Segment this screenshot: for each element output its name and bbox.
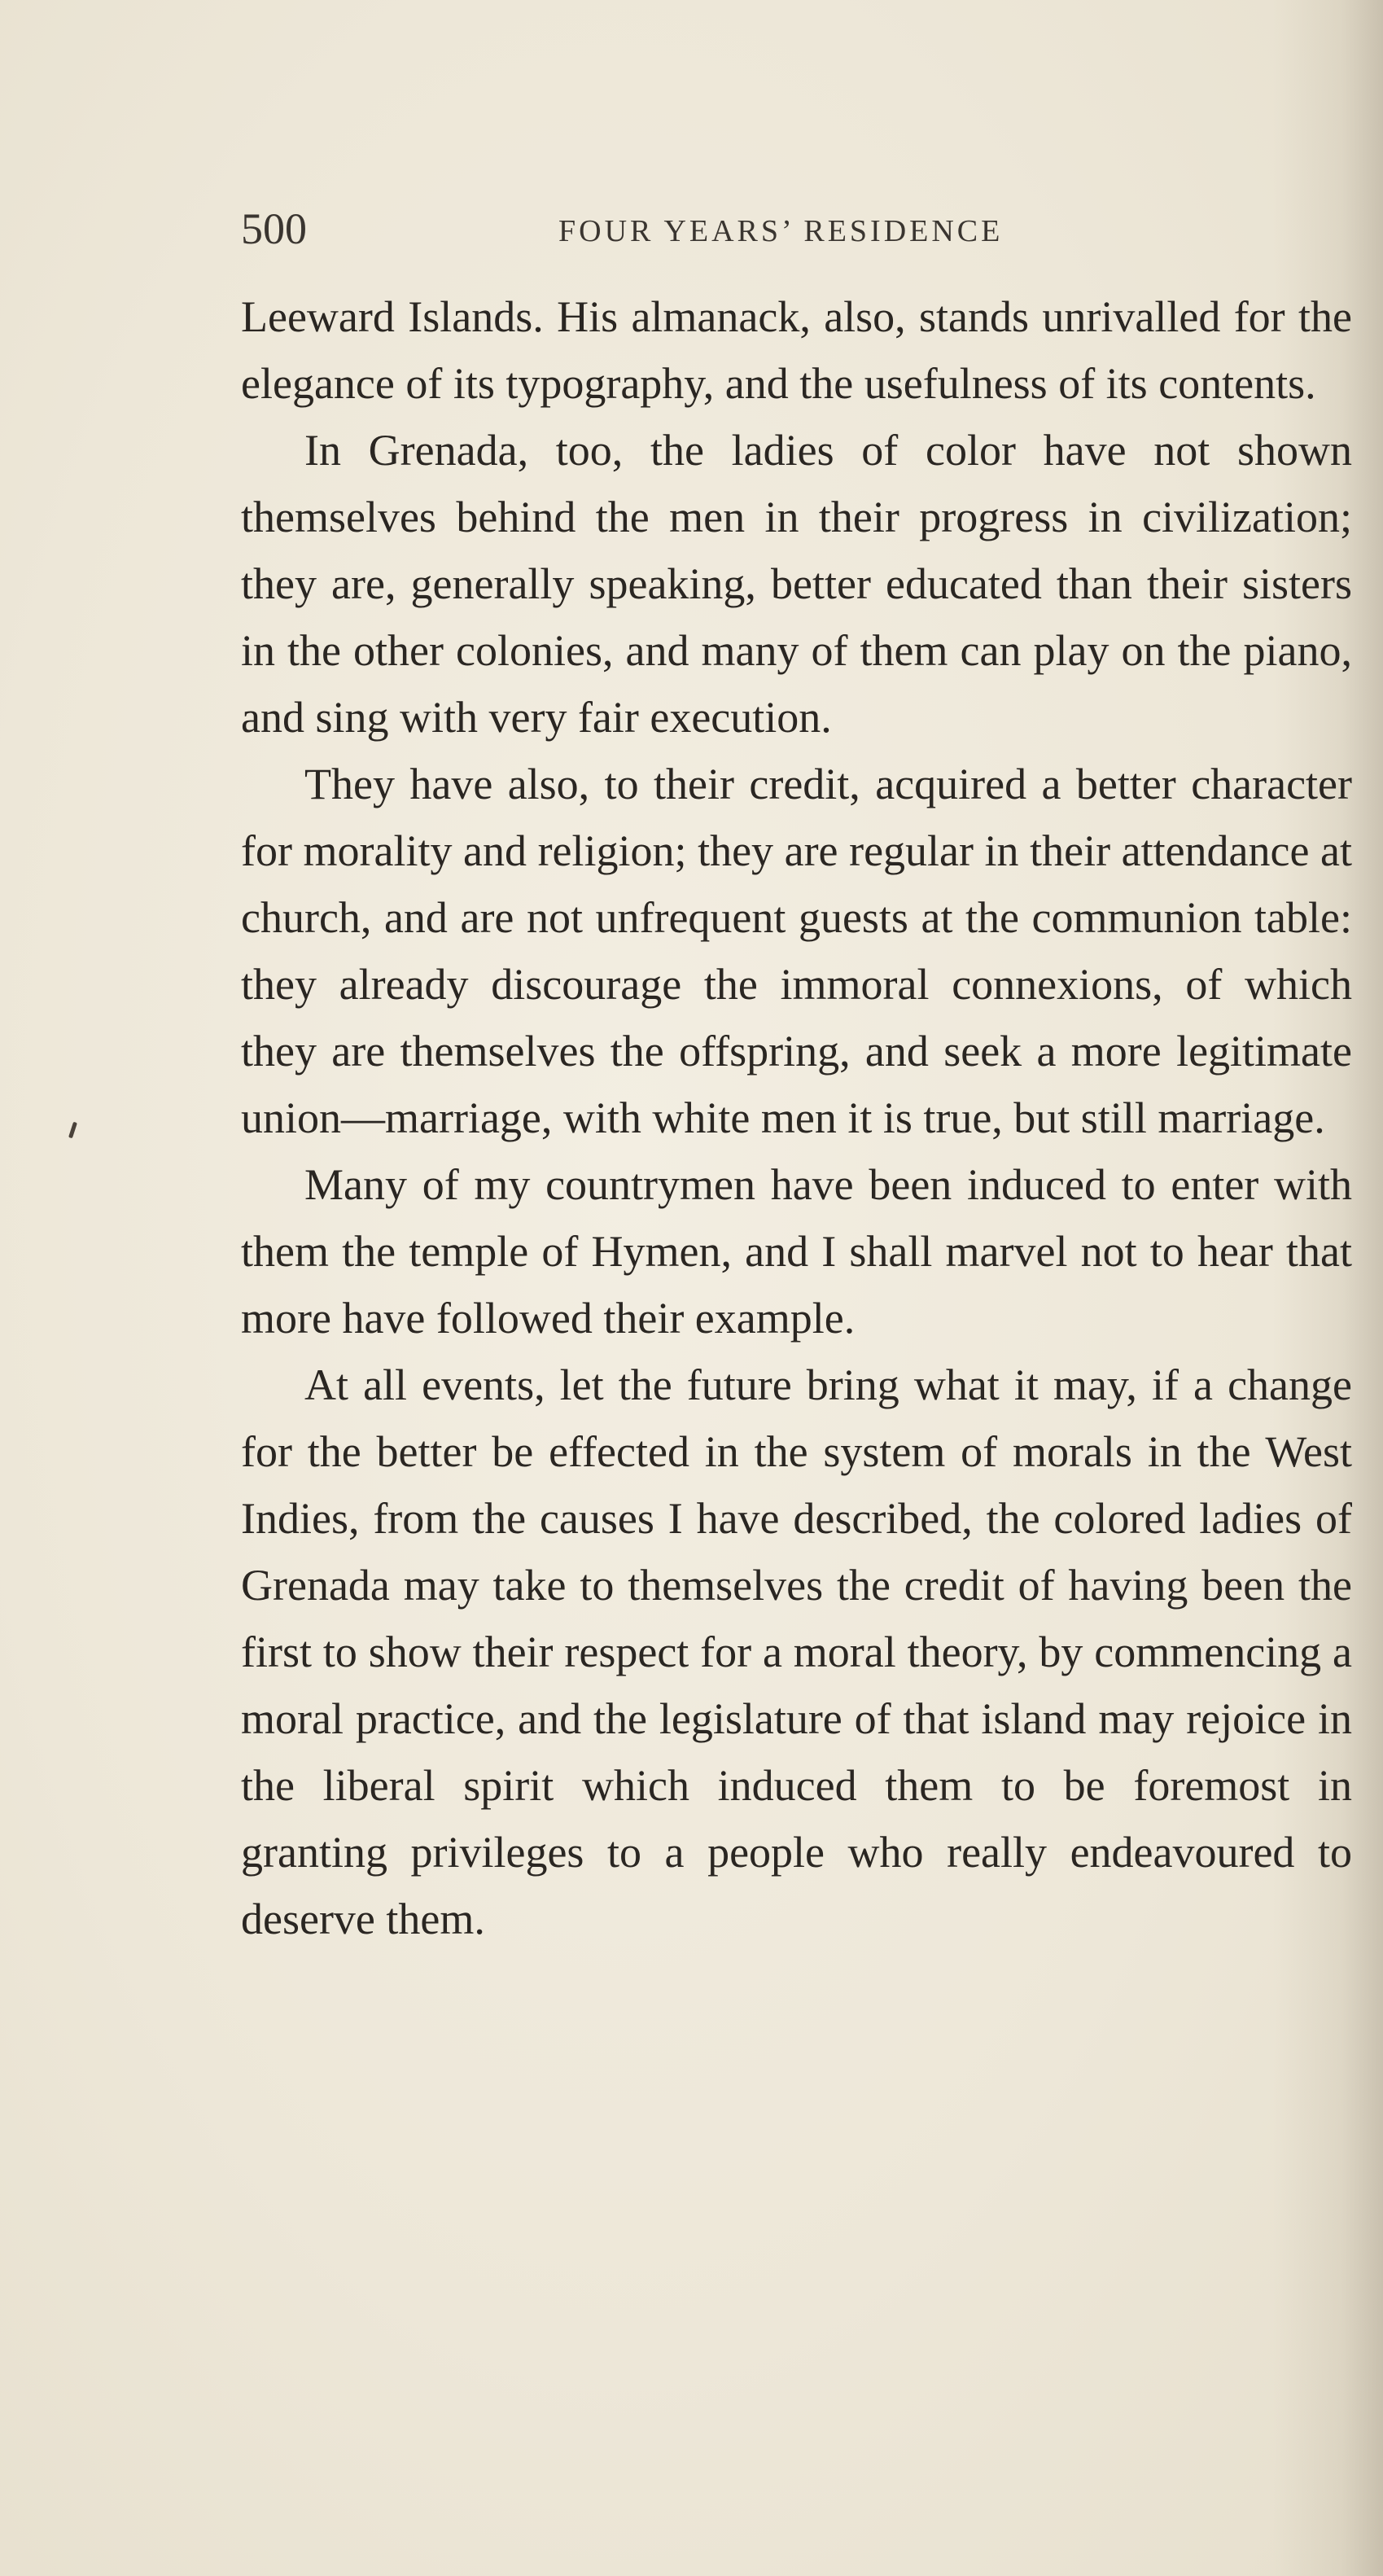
page-header: [241, 200, 1364, 257]
margin-ink-mark: [68, 1122, 77, 1139]
paragraph-4: Many of my countrymen have been induced to enter with them the temple of Hymen, and I shall marvel not to hear that more have followed their example.: [241, 1160, 1352, 1343]
paragraph-2: In Grenada, too, the ladies of color have not shown themselves behind the men in their progress in civilization; they are, generally speaking, better educated than their sisters in the other colonies, and many of them can play on the piano, and sing with very fair execution.: [241, 426, 1352, 742]
page-number: 500: [241, 204, 307, 253]
paragraph-3: They have also, to their credit, acquired a better character for morality and religion; they are regular in their attendance at church, and are not unfrequent guests at the communion table: they already discourage the immoral connexions, of which they are themselves the offspring, and seek a more legitimate union—marriage, with white men it is true, but still marriage.: [241, 760, 1352, 1142]
paragraph-5: At all events, let the future bring what it may, if a change for the better be effected in the system of morals in the West Indies, from the causes I have described, the colored ladies of Grenada may take to themselves the credit of having been the first to show their respect for a moral theory, by commencing a moral practice, and the legislature of that island may rejoice in the liberal spirit which induced them to be foremost in granting privileges to a people who really endeavoured to deserve them.: [241, 1360, 1352, 1943]
running-head: FOUR YEARS’ RESIDENCE: [558, 214, 1004, 248]
paragraph-1: Leeward Islands. His almanack, also, stands unrivalled for the elegance of its typography, and the usefulness of its contents.: [241, 292, 1352, 408]
body-text: [241, 283, 1352, 1952]
